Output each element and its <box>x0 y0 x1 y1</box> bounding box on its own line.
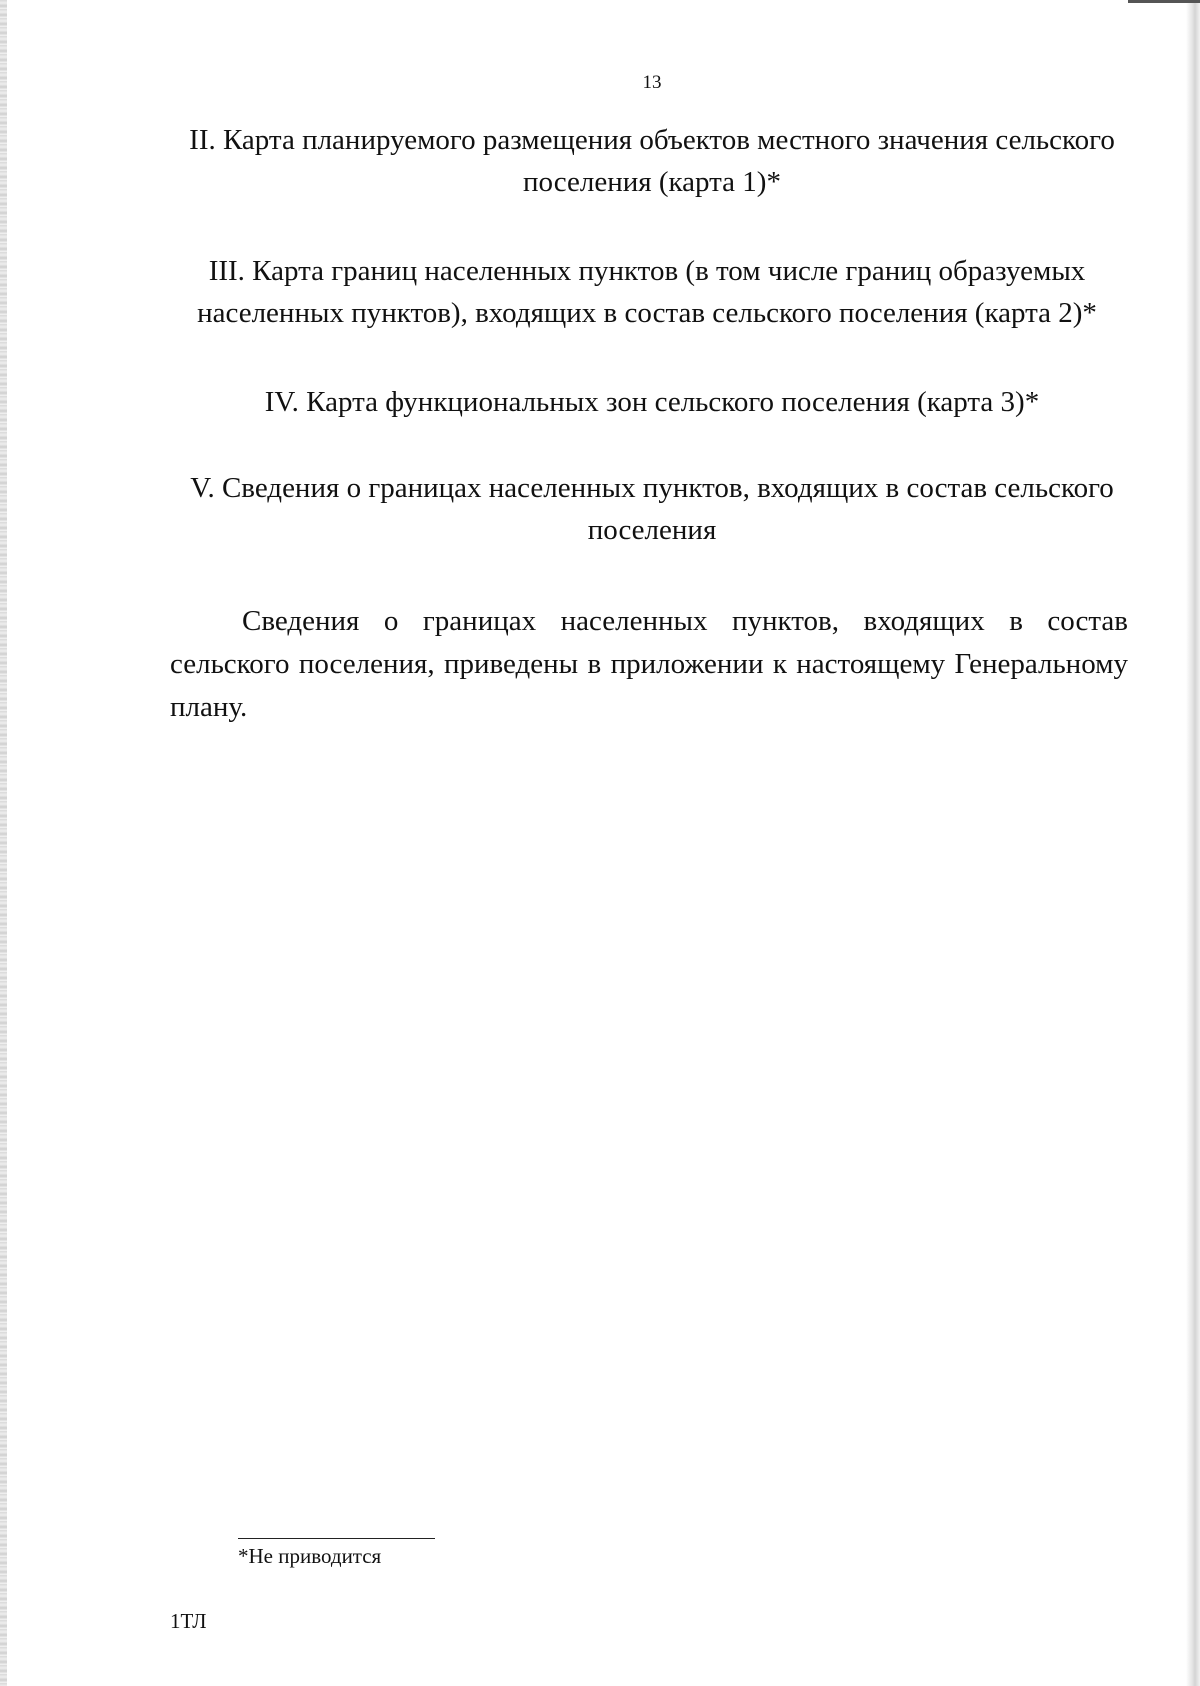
document-code: 1ТЛ <box>170 1609 207 1633</box>
scan-edge-left <box>0 0 7 1686</box>
body-paragraph: Сведения о границах населенных пунктов, входящих в состав сельского поселения, приведены в приложении к настоящему Генеральному плану. <box>170 605 1128 723</box>
footnote-divider <box>238 1538 435 1539</box>
section-heading-4: IV. Карта функциональных зон сельского поселения (карта 3)* <box>264 386 1040 418</box>
section-heading-2: II. Карта планируемого размещения объектов местного значения сельского поселения (карта 1)* <box>189 124 1115 198</box>
scan-edge-right <box>1186 0 1200 1686</box>
footnote-text: *Не приводится <box>238 1544 382 1568</box>
page-number: 13 <box>642 72 662 93</box>
section-heading-3: III. Карта границ населенных пунктов (в том числе границ образуемых населенных пунктов), входящих в состав сельского поселения (карта 2)* <box>197 255 1097 329</box>
scan-edge-top <box>1128 0 1200 3</box>
section-heading-5: V. Сведения о границах населенных пунктов, входящих в состав сельского поселения <box>190 472 1114 546</box>
